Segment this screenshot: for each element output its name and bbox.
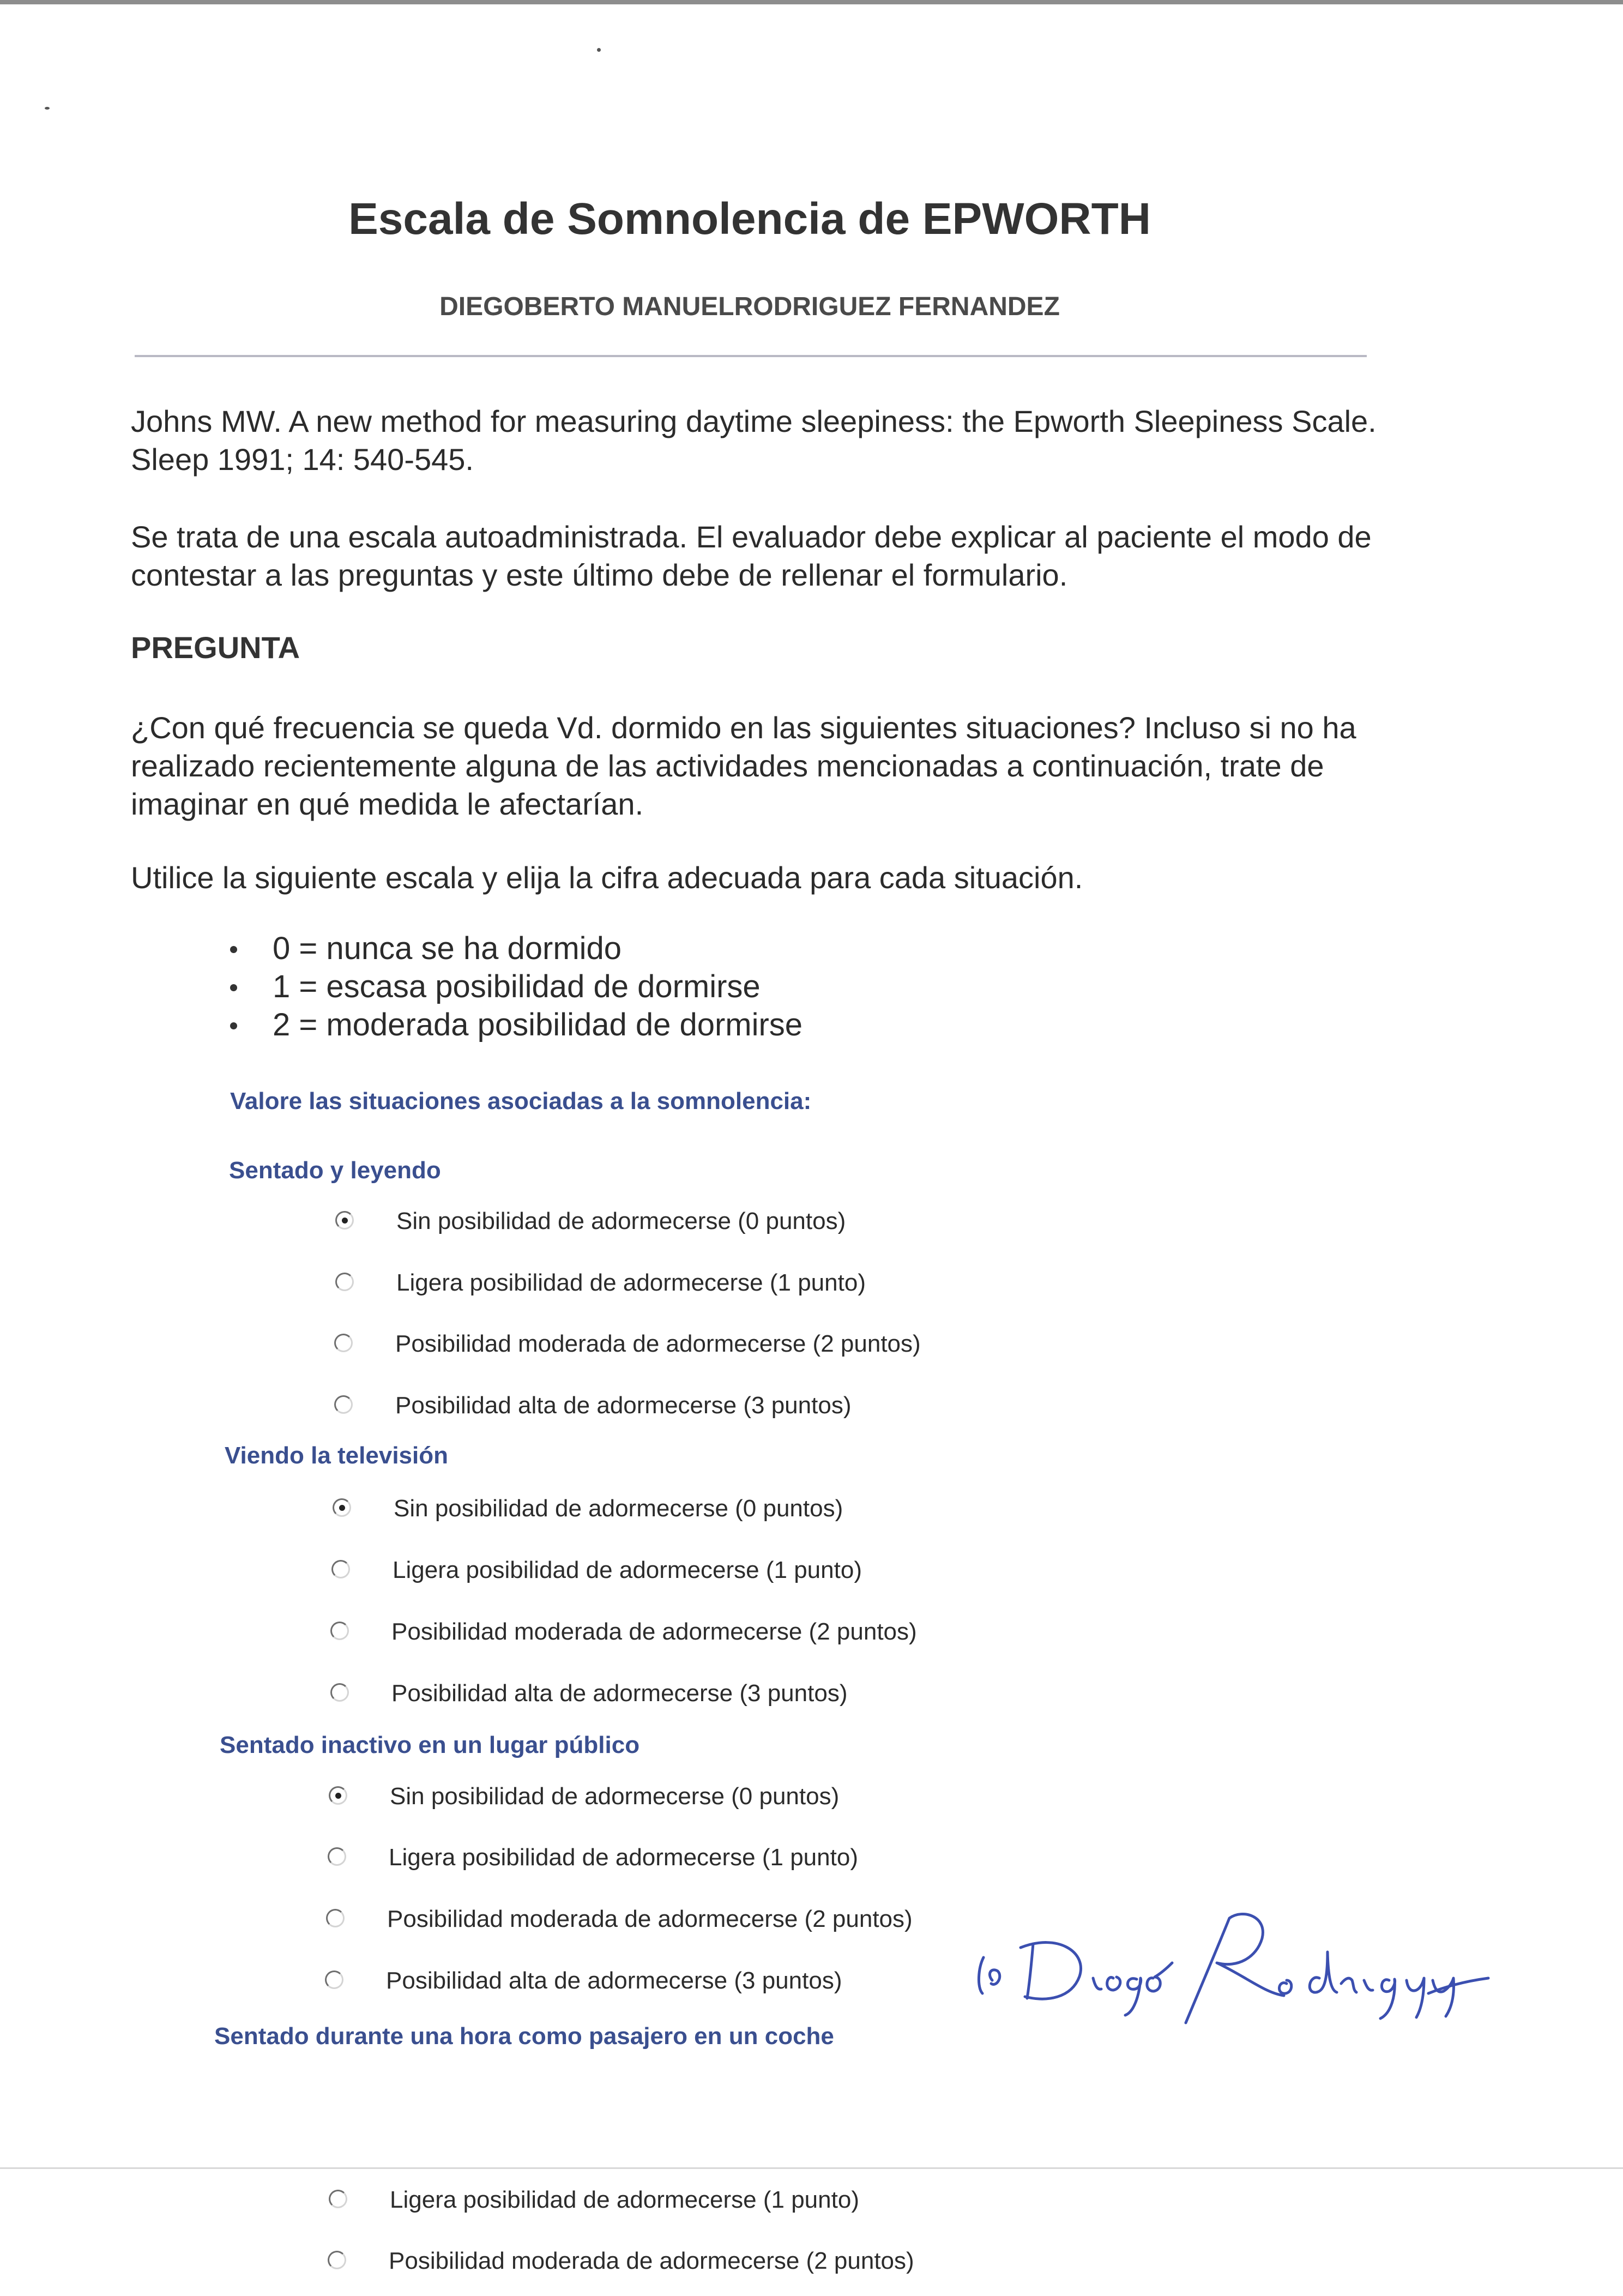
radio-button[interactable] bbox=[335, 1211, 354, 1230]
option-label: Posibilidad alta de adormecerse (3 puntos) bbox=[395, 1392, 852, 1419]
option-label: Posibilidad alta de adormecerse (3 puntos) bbox=[386, 1967, 842, 1994]
section-heading: PREGUNTA bbox=[131, 630, 300, 665]
patient-name: DIEGOBERTO MANUELRODRIGUEZ FERNANDEZ bbox=[439, 292, 1060, 321]
scan-top-edge bbox=[0, 0, 1623, 4]
option-label: Ligera posibilidad de adormecerse (1 punto) bbox=[393, 1557, 862, 1583]
handwritten-signature bbox=[970, 1887, 1494, 2039]
radio-button[interactable] bbox=[331, 1560, 350, 1578]
intro-paragraph: Se trata de una escala autoadministrada. El evaluador debe explicar al paciente el modo de contestar a las preguntas y este último debe de rellenar el formulario. bbox=[131, 520, 1372, 592]
option-label: Posibilidad alta de adormecerse (3 puntos) bbox=[391, 1680, 848, 1707]
question-label-television: Viendo la televisión bbox=[225, 1442, 448, 1469]
scale-item: 2 = moderada posibilidad de dormirse bbox=[273, 1006, 803, 1044]
radio-button[interactable] bbox=[335, 1273, 354, 1291]
scale-item: 1 = escasa posibilidad de dormirse bbox=[273, 968, 803, 1006]
radio-button[interactable] bbox=[328, 2251, 346, 2269]
option-label: Sin posibilidad de adormecerse (0 puntos) bbox=[390, 1783, 840, 1810]
radio-button[interactable] bbox=[329, 1786, 347, 1805]
scale-item: 0 = nunca se ha dormido bbox=[273, 930, 803, 968]
scan-speck bbox=[45, 107, 50, 110]
radio-button[interactable] bbox=[334, 1395, 353, 1414]
radio-button[interactable] bbox=[329, 2190, 347, 2208]
option-label: Posibilidad moderada de adormecerse (2 puntos) bbox=[387, 1906, 913, 1932]
option-label: Posibilidad moderada de adormecerse (2 puntos) bbox=[389, 2247, 914, 2274]
reference-paragraph: Johns MW. A new method for measuring daytime sleepiness: the Epworth Sleepiness Scale. Sleep 1991; 14: 540-545. bbox=[131, 404, 1377, 477]
option-label: Posibilidad moderada de adormecerse (2 puntos) bbox=[395, 1330, 921, 1357]
radio-button[interactable] bbox=[325, 1970, 343, 1989]
question-label-car-passenger: Sentado durante una hora como pasajero en un coche bbox=[214, 2023, 834, 2050]
option-label: Ligera posibilidad de adormecerse (1 punto) bbox=[389, 1844, 858, 1871]
question-label-public-place: Sentado inactivo en un lugar público bbox=[220, 1732, 640, 1758]
radio-button[interactable] bbox=[330, 1622, 349, 1640]
scan-speck bbox=[597, 48, 601, 52]
question-label-reading: Sentado y leyendo bbox=[229, 1157, 441, 1184]
radio-button[interactable] bbox=[333, 1498, 351, 1517]
scale-instruction: Utilice la siguiente escala y elija la cifra adecuada para cada situación. bbox=[131, 860, 1083, 895]
radio-button[interactable] bbox=[328, 1847, 346, 1866]
header-divider bbox=[135, 355, 1367, 357]
radio-button[interactable] bbox=[326, 1909, 345, 1927]
document-title: Escala de Somnolencia de EPWORTH bbox=[348, 194, 1151, 244]
radio-button[interactable] bbox=[330, 1683, 349, 1702]
form-heading: Valore las situaciones asociadas a la somnolencia: bbox=[230, 1088, 812, 1114]
option-label: Sin posibilidad de adormecerse (0 puntos) bbox=[394, 1495, 843, 1522]
option-label: Ligera posibilidad de adormecerse (1 punto) bbox=[396, 1269, 866, 1296]
option-label: Posibilidad moderada de adormecerse (2 puntos) bbox=[391, 1618, 917, 1645]
page-break-line bbox=[0, 2167, 1623, 2169]
radio-button[interactable] bbox=[334, 1334, 353, 1352]
question-paragraph: ¿Con qué frecuencia se queda Vd. dormido en las siguientes situaciones? Incluso si no ha realizado recientemente alguna de las actividades mencionadas a continuación, trate de imaginar en qué medida le afectarían. bbox=[131, 710, 1356, 821]
scale-list bbox=[273, 930, 803, 1044]
option-label: Ligera posibilidad de adormecerse (1 punto) bbox=[390, 2186, 859, 2213]
option-label: Sin posibilidad de adormecerse (0 puntos) bbox=[396, 1208, 846, 1234]
